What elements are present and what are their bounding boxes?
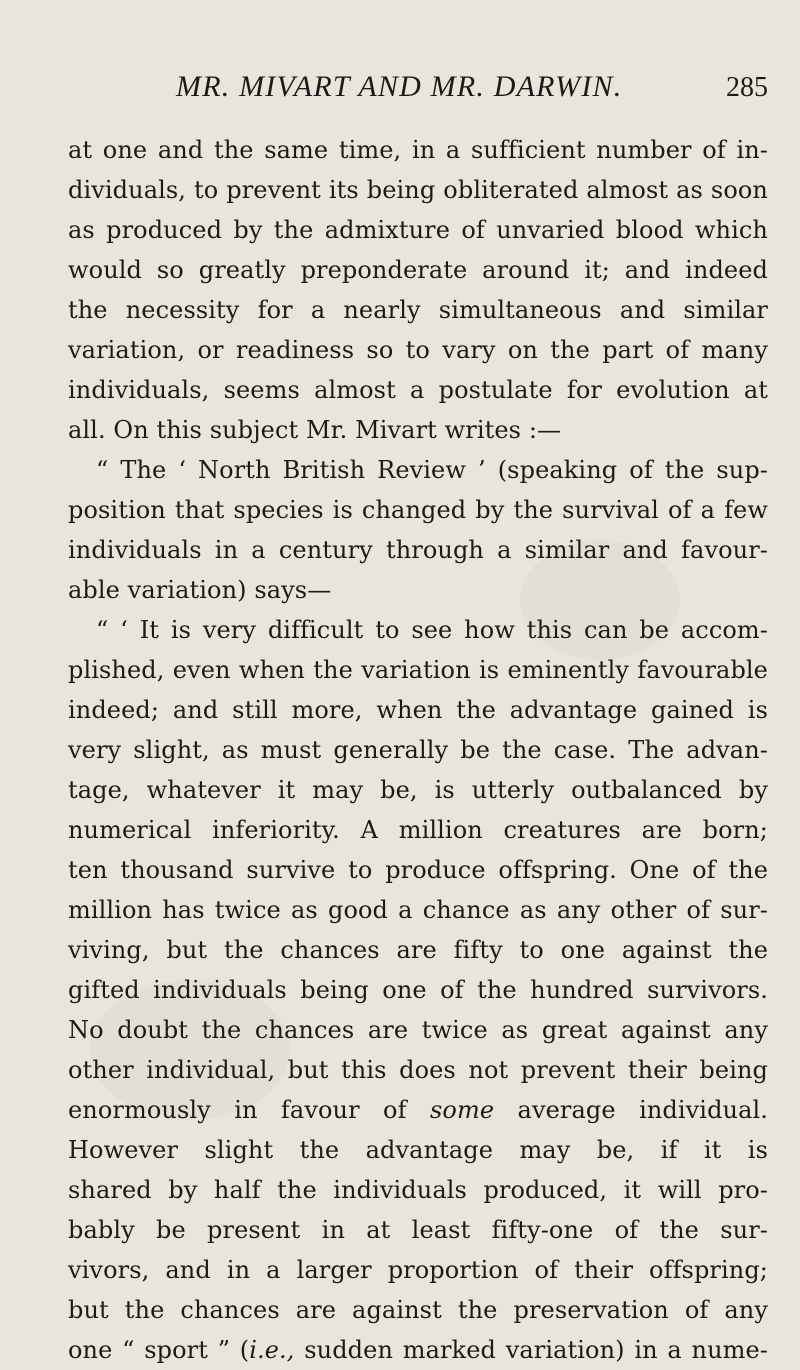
text-line: the necessity for a nearly simultaneous and similar xyxy=(68,296,768,324)
text-line: viving, but the chances are fifty to one against the xyxy=(68,936,768,964)
page-number: 285 xyxy=(726,72,768,103)
text-line: million has twice as good a chance as any other of sur- xyxy=(68,896,768,924)
text-fragment: average individual. xyxy=(517,1096,769,1124)
italic-abbreviation: i.e., xyxy=(249,1336,295,1364)
text-line: would so greatly preponderate around it; and indeed xyxy=(68,256,768,284)
text-line: dividuals, to prevent its being obliterated almost as soon xyxy=(68,176,768,204)
text-line: indeed; and still more, when the advantage gained is xyxy=(68,696,768,724)
text-line: shared by half the individuals produced, it will pro- xyxy=(68,1176,768,1204)
text-line: at one and the same time, in a sufficient number of in- xyxy=(68,136,768,164)
text-line: very slight, as must generally be the case. The advan- xyxy=(68,736,768,764)
text-line: bably be present in at least fifty-one of the sur- xyxy=(68,1216,768,1244)
text-line: individuals in a century through a similar and favour- xyxy=(68,536,768,564)
text-fragment: enormously in favour of xyxy=(68,1096,407,1124)
text-line: tage, whatever it may be, is utterly outbalanced by xyxy=(68,776,768,804)
text-line: but the chances are against the preservation of any xyxy=(68,1296,768,1324)
text-line: gifted individuals being one of the hundred survivors. xyxy=(68,976,768,1004)
text-line: plished, even when the variation is eminently favourable xyxy=(68,656,768,684)
text-fragment: one “ sport ” ( xyxy=(68,1336,250,1364)
text-line xyxy=(68,1090,768,1130)
text-line xyxy=(68,1330,768,1370)
text-line: ten thousand survive to produce offspring. One of the xyxy=(68,856,768,884)
text-line: vivors, and in a larger proportion of their offspring; xyxy=(68,1256,768,1284)
text-line: “ The ‘ North British Review ’ (speaking of the sup- xyxy=(96,456,768,484)
text-line: variation, or readiness so to vary on the part of many xyxy=(68,336,768,364)
text-line: other individual, but this does not prevent their being xyxy=(68,1056,768,1084)
text-line: all. On this subject Mr. Mivart writes :— xyxy=(68,416,562,444)
running-title: MR. MIVART AND MR. DARWIN. xyxy=(176,70,623,103)
text-line: position that species is changed by the survival of a few xyxy=(68,496,768,524)
text-line: individuals, seems almost a postulate for evolution at xyxy=(68,376,768,404)
running-head xyxy=(0,70,800,110)
text-line: No doubt the chances are twice as great against any xyxy=(68,1016,768,1044)
text-line: numerical inferiority. A million creatures are born; xyxy=(68,816,768,844)
italic-word: some xyxy=(430,1096,495,1124)
text-fragment: sudden marked variation) in a nume- xyxy=(304,1336,769,1364)
text-line: “ ‘ It is very difficult to see how this can be accom- xyxy=(96,616,768,644)
text-line: as produced by the admixture of unvaried blood which xyxy=(68,216,768,244)
text-line: However slight the advantage may be, if it is xyxy=(68,1136,768,1164)
text-line: able variation) says— xyxy=(68,576,332,604)
body-text xyxy=(68,130,768,1370)
